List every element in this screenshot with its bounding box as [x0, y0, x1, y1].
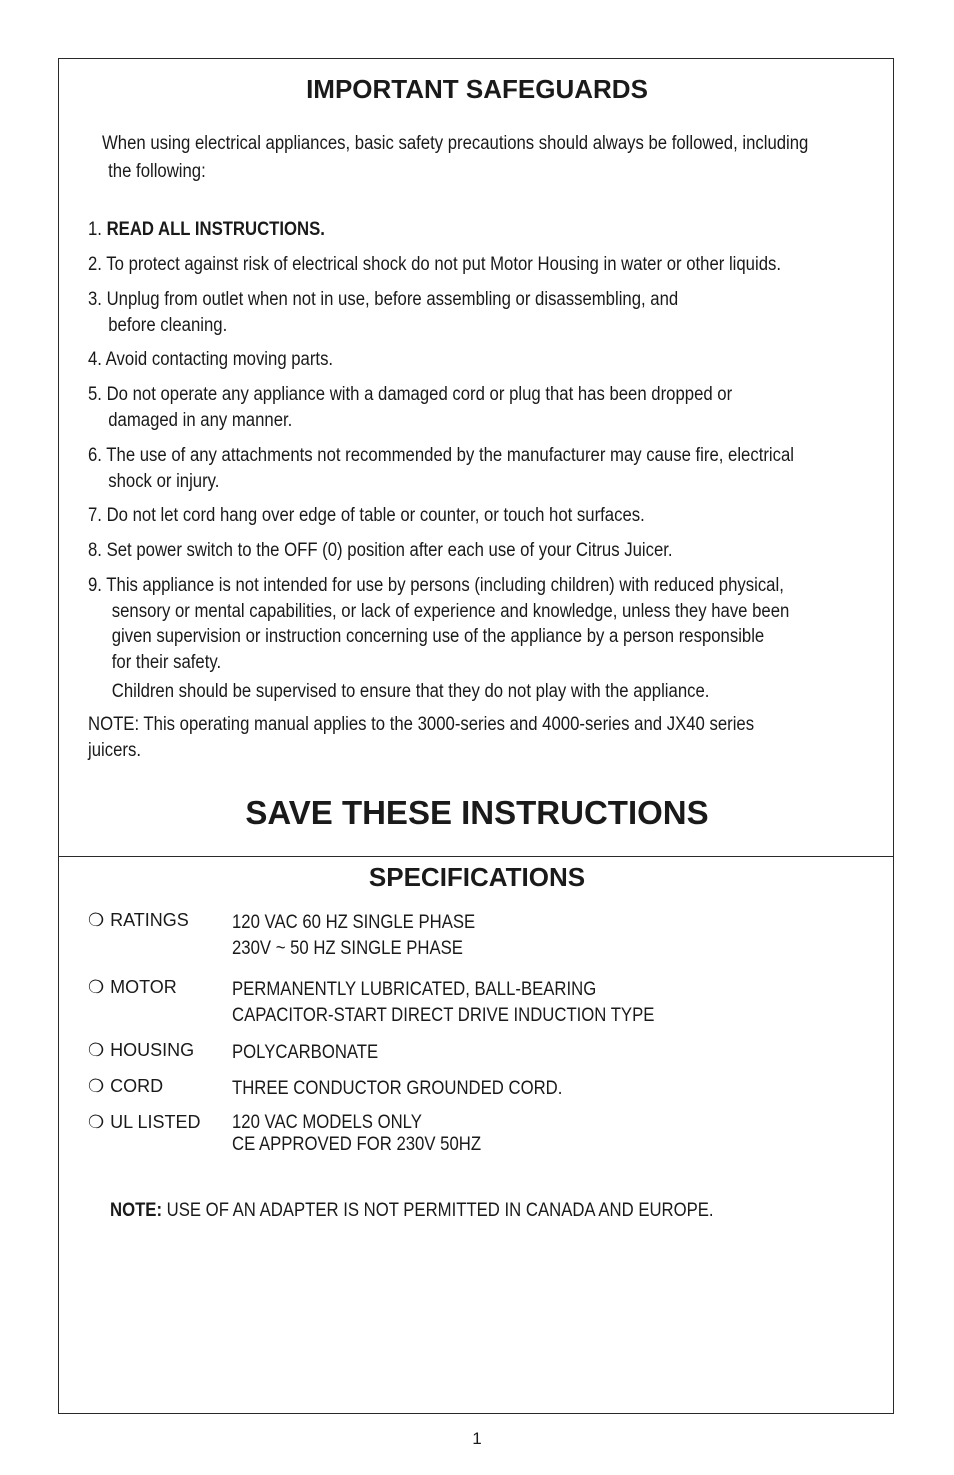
item-text: Unplug from outlet when not in use, before assembling or disassembling, and	[106, 289, 679, 310]
item-text-cont: for their safety.	[111, 651, 222, 673]
item-text: Do not operate any appliance with a damaged cord or plug that has been dropped or	[106, 384, 733, 405]
section-divider	[59, 856, 893, 857]
item-text-cont: sensory or mental capabilities, or lack of experience and knowledge, unless they have been	[111, 600, 790, 622]
item-number: 4.	[88, 349, 102, 370]
item-bold-text: READ ALL INSTRUCTIONS.	[106, 219, 325, 240]
item-number: 3.	[88, 289, 102, 310]
save-instructions-heading: SAVE THESE INSTRUCTIONS	[245, 794, 709, 831]
item-number: 8.	[88, 540, 102, 561]
safeguard-item-9	[88, 573, 789, 705]
safeguard-item-6	[88, 443, 794, 494]
page-number: 1	[472, 1429, 482, 1448]
spec-value: POLYCARBONATE	[232, 1042, 379, 1063]
safeguards-title: IMPORTANT SAFEGUARDS	[306, 74, 648, 104]
safeguard-item-5	[88, 382, 732, 433]
safeguard-item-1	[88, 217, 325, 243]
spec-value: 120 VAC 60 HZ SINGLE PHASE 230V ~ 50 HZ SINGLE PHASE	[232, 912, 476, 959]
item-text: Do not let cord hang over edge of table or counter, or touch hot surfaces.	[106, 505, 645, 526]
item-number: 9.	[88, 575, 102, 596]
safeguard-item-4	[88, 347, 333, 373]
intro-line-2: the following:	[108, 161, 206, 182]
circle-bullet-icon: ❍	[88, 1040, 105, 1060]
item-text: To protect against risk of electrical shock do not put Motor Housing in water or other liquids.	[106, 254, 782, 275]
item-text-cont: before cleaning.	[108, 314, 228, 336]
item-text-cont: damaged in any manner.	[108, 409, 293, 431]
item-number: 5.	[88, 384, 102, 405]
note-text: USE OF AN ADAPTER IS NOT PERMITTED IN CANADA AND EUROPE.	[162, 1200, 714, 1221]
note-line-2: juicers.	[88, 739, 141, 761]
note-label: NOTE:	[110, 1200, 163, 1221]
circle-bullet-icon: ❍	[88, 1076, 105, 1096]
item-text-cont: shock or injury.	[108, 470, 220, 492]
spec-label: ❍ HOUSING	[88, 1040, 195, 1060]
adapter-note	[110, 1200, 714, 1222]
safeguard-item-3	[88, 287, 678, 338]
note-line-1: NOTE: This operating manual applies to the 3000-series and 4000-series and JX40 series	[88, 714, 755, 735]
spec-value: PERMANENTLY LUBRICATED, BALL-BEARING CAPACITOR-START DIRECT DRIVE INDUCTION TYPE	[232, 979, 655, 1026]
manual-note	[88, 712, 754, 763]
safeguard-item-7	[88, 503, 645, 529]
circle-bullet-icon: ❍	[88, 1112, 105, 1132]
spec-label: ❍ RATINGS	[88, 910, 189, 930]
item-text-cont: given supervision or instruction concerning use of the appliance by a person responsible	[111, 626, 765, 647]
specifications-title: SPECIFICATIONS	[368, 862, 586, 892]
circle-bullet-icon: ❍	[88, 977, 105, 997]
circle-bullet-icon: ❍	[88, 910, 105, 930]
item-text: This appliance is not intended for use by persons (including children) with reduced physical,	[106, 575, 784, 596]
item-number: 7.	[88, 505, 102, 526]
spec-value: THREE CONDUCTOR GROUNDED CORD.	[232, 1078, 563, 1099]
item-text: Set power switch to the OFF (0) position after each use of your Citrus Juicer.	[106, 540, 673, 561]
safeguard-item-8	[88, 538, 673, 564]
spec-label: ❍ MOTOR	[88, 977, 177, 997]
item-extra-text: Children should be supervised to ensure that they do not play with the appliance.	[111, 681, 710, 702]
item-text: The use of any attachments not recommended by the manufacturer may cause fire, electrical	[106, 445, 795, 466]
spec-label: ❍ CORD	[88, 1076, 164, 1096]
item-number: 2.	[88, 254, 102, 275]
safeguard-item-2	[88, 252, 781, 278]
intro-line-1: When using electrical appliances, basic safety precautions should always be followed, including	[102, 133, 809, 154]
spec-label: ❍ UL LISTED	[88, 1112, 201, 1132]
item-number: 1.	[88, 219, 102, 240]
intro-paragraph	[102, 130, 894, 186]
spec-value: 120 VAC MODELS ONLY CE APPROVED FOR 230V 50HZ	[232, 1112, 482, 1155]
item-text: Avoid contacting moving parts.	[105, 349, 334, 370]
item-number: 6.	[88, 445, 102, 466]
